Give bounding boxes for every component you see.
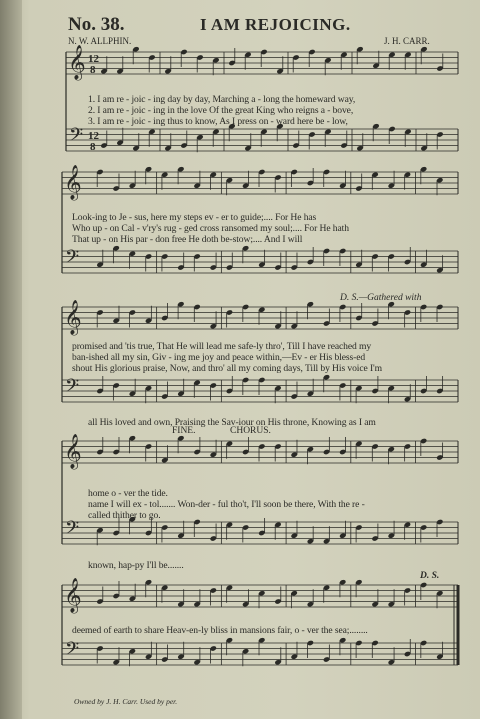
- treble-clef-icon: 𝄞: [64, 300, 82, 335]
- treble-clef-icon: 𝄞: [64, 165, 82, 200]
- ds-marking: D. S.: [420, 571, 440, 581]
- fine-marking: FINE.: [172, 426, 196, 436]
- lyric-line: all His loved and own, Praising the Sav-iour on His throne, Knowing as I am: [88, 417, 376, 428]
- lyric-line: deemed of earth to share Heav-en-ly bliss in mansions fair, o - ver the sea;........: [72, 625, 368, 636]
- lyricist-credit: N. W. ALLPHIN.: [68, 36, 132, 46]
- time-signature-bass-top: 12: [88, 130, 99, 142]
- hymn-number: No. 38.: [68, 14, 125, 35]
- lyric-line: name I will ex - tol....... Won-der - ful tho't, I'll soon be there, With the re -: [88, 499, 365, 510]
- chorus-marking: CHORUS.: [230, 426, 271, 436]
- lyric-line: known, hap-py I'll be.......: [88, 560, 184, 571]
- lyric-line: called thither to go.: [88, 510, 161, 521]
- lyric-line: 2. I am re - joic - ing in the love Of the great King who reigns a - bove,: [88, 105, 354, 116]
- composer-credit: J. H. CARR.: [384, 36, 430, 46]
- lyric-line: promised and 'tis true, That He will lead me safe-ly thro', Till I have reached my: [72, 341, 372, 352]
- lyric-line: shout His glorious praise, Now, and thro' all my coming days, Till by His voice I'm: [72, 363, 383, 374]
- lyric-line: Look-ing to Je - sus, here my steps ev - er to guide;.... For He has: [72, 212, 317, 223]
- treble-clef-icon: 𝄞: [64, 434, 82, 469]
- bass-clef-icon: 𝄢: [65, 376, 80, 401]
- lyric-line: 1. I am re - joic - ing day by day, Marching a - long the homeward way,: [88, 94, 356, 105]
- time-signature-bass-bottom: 8: [90, 141, 96, 153]
- hymn-title: I AM REJOICING.: [200, 15, 351, 34]
- bass-clef-icon: 𝄢: [65, 247, 80, 272]
- lyric-line: That up - on His par - don free He doth be-stow;.... And I will: [72, 234, 303, 245]
- time-signature-bottom: 8: [90, 64, 96, 76]
- bass-clef-icon: 𝄢: [69, 125, 84, 150]
- lyric-line: Who up - on Cal - v'ry's rug - ged cross ransomed my soul;.... For He hath: [72, 223, 349, 234]
- copyright-footer: Owned by J. H. Carr. Used by per.: [74, 697, 178, 706]
- lyric-line: ban-ished all my sin, Giv - ing me joy and peace within,—Ev - er His bless-ed: [72, 352, 366, 363]
- treble-clef-icon: 𝄞: [68, 45, 86, 80]
- bass-clef-icon: 𝄢: [65, 518, 80, 543]
- bass-clef-icon: 𝄢: [65, 639, 80, 664]
- treble-clef-icon: 𝄞: [64, 578, 82, 613]
- time-signature-top: 12: [88, 53, 99, 65]
- lyric-line: home o - ver the tide.: [88, 488, 168, 499]
- lyric-line: 3. I am re - joic - ing thus to know, As I press on - ward here be - low,: [88, 116, 348, 127]
- ds-cue-label: D. S.—Gathered with: [340, 293, 422, 303]
